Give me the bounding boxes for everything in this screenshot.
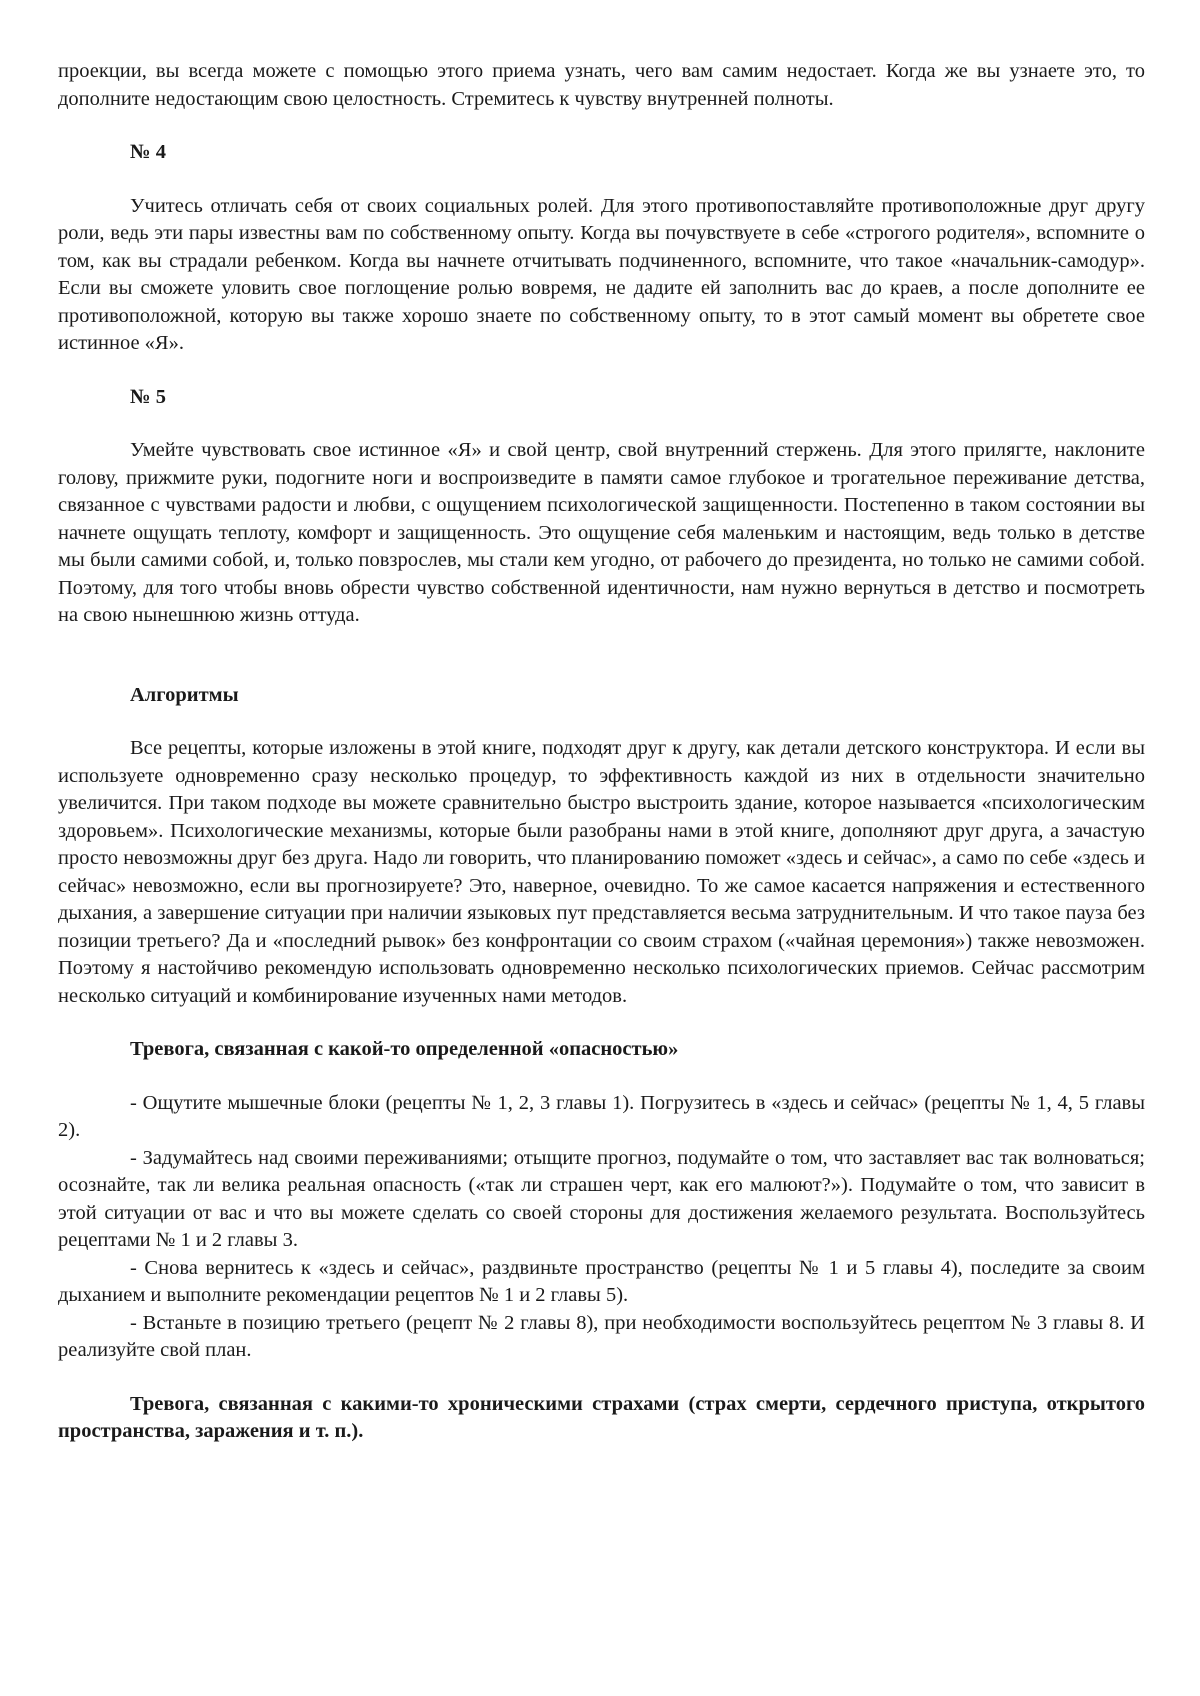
list-item: - Встаньте в позицию третьего (рецепт № 2 главы 8), при необходимости воспользуйтесь рецептом № 3 главы 8. И реализуйте свой план. bbox=[58, 1311, 1145, 1361]
heading-no5: № 5 bbox=[130, 385, 166, 408]
heading-anxiety-danger: Тревога, связанная с какой-то определенной «опасностью» bbox=[130, 1038, 679, 1060]
paragraph-no4: Учитесь отличать себя от своих социальных ролей. Для этого противопоставляйте противоположные друг другу роли, ведь эти пары известны вам по собственному опыту. Когда вы почувствуете в себе «строгого родителя», вспомните о том, как вы страдали ребенком. Когда вы начнете отчитывать подчиненного, вспомните, что такое «начальник-самодур». Если вы сможете уловить свое поглощение ролью вовремя, не дадите ей заполнить вас до краев, а после дополните ее противоположной, которую вы также хорошо знаете по собственному опыту, то в этот самый момент вы обретете свое истинное «Я». bbox=[58, 194, 1145, 354]
paragraph-intro: проекции, вы всегда можете с помощью этого приема узнать, чего вам самим недостает. Когда же вы узнаете это, то дополните недостающим свою целостность. Стремитесь к чувству внутренней полноты. bbox=[58, 60, 1145, 110]
heading-no4: № 4 bbox=[130, 141, 166, 163]
paragraph-algorithms: Все рецепты, которые изложены в этой книге, подходят друг к другу, как детали детского конструктора. И если вы используете одновременно сразу несколько процедур, то эффективность каждой из них в отдельности значительно увеличится. При таком подходе вы можете сравнительно быстро выстроить здание, которое называется «психологическим здоровьем». Психологические механизмы, которые были разобраны нами в этой книге, дополняют друг друга, а зачастую просто невозможны друг без друга. Надо ли говорить, что планированию поможет «здесь и сейчас», а само по себе «здесь и сейчас» невозможно, если вы прогнозируете? Это, наверное, очевидно. То же самое касается напряжения и естественного дыхания, а завершение ситуации при наличии языковых пут представляется весьма затруднительным. И что такое пауза без позиции третьего? Да и «последний рывок» без конфронтации со своим страхом («чайная церемония») также невозможен. Поэтому я настойчиво рекомендую использовать одновременно несколько психологических приемов. Сейчас рассмотрим несколько ситуаций и комбинирование изученных нами методов. bbox=[58, 737, 1145, 1007]
document-page bbox=[58, 58, 1145, 1446]
paragraph-no5: Умейте чувствовать свое истинное «Я» и свой центр, свой внутренний стержень. Для этого прилягте, наклоните голову, прижмите руки, подогните ноги и воспроизведите в памяти самое глубокое и трогательное переживание детства, связанное с чувствами радости и любви, с ощущением психологической защищенности. Постепенно в таком состоянии вы начнете ощущать теплоту, комфорт и защищенность. Это ощущение себя маленьким и настоящим, ведь только в детстве мы были самими собой, и, только повзрослев, мы стали кем угодно, от рабочего до президента, но только не самими собой. Поэтому, для того чтобы вновь обрести чувство собственной идентичности, нам нужно вернуться в детство и посмотреть на свою нынешнюю жизнь оттуда. bbox=[58, 439, 1145, 626]
list-item: - Снова вернитесь к «здесь и сейчас», раздвиньте пространство (рецепты № 1 и 5 главы 4), последите за своим дыханием и выполните рекомендации рецептов № 1 и 2 главы 5). bbox=[58, 1256, 1145, 1306]
heading-algorithms: Алгоритмы bbox=[130, 683, 239, 706]
list-item: - Ощутите мышечные блоки (рецепты № 1, 2, 3 главы 1). Погрузитесь в «здесь и сейчас» (рецепты № 1, 4, 5 главы 2). bbox=[58, 1091, 1145, 1141]
list-item: - Задумайтесь над своими переживаниями; отыщите прогноз, подумайте о том, что заставляет вас так волноваться; осознайте, так ли велика реальная опасность («так ли страшен черт, как его малюют?»). Подумайте о том, что зависит в этой ситуации от вас и что вы можете сделать со своей стороны для достижения желаемого результата. Воспользуйтесь рецептами № 1 и 2 главы 3. bbox=[58, 1146, 1145, 1251]
heading-anxiety-chronic: Тревога, связанная с какими-то хроническими страхами (страх смерти, сердечного приступа, открытого пространства, заражения и т. п.). bbox=[58, 1392, 1145, 1442]
